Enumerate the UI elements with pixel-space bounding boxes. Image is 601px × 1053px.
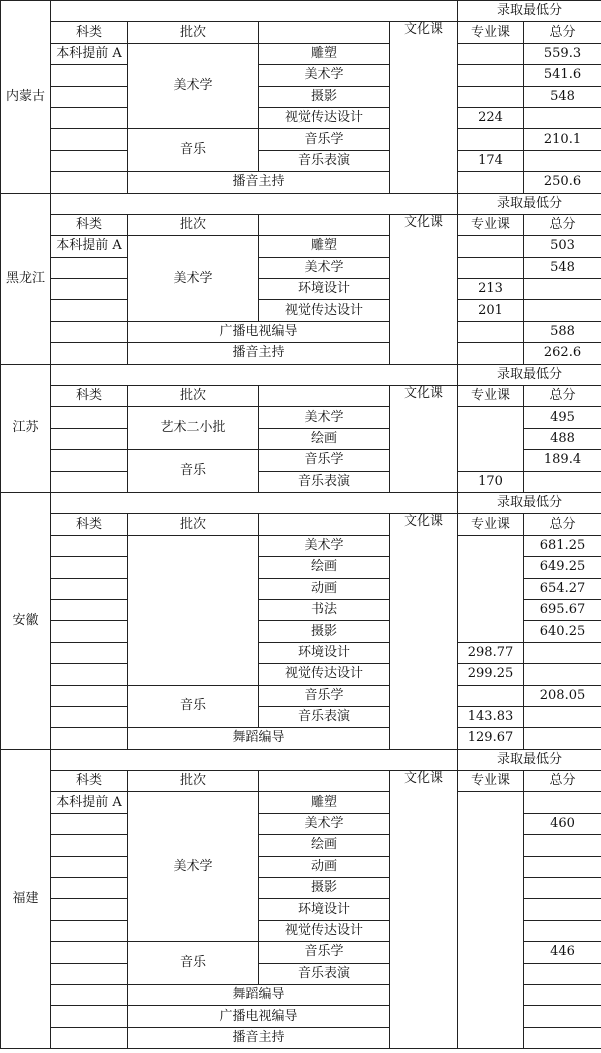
blank-header-cell bbox=[51, 749, 458, 770]
major-cell: 摄影 bbox=[259, 878, 390, 899]
professional-cell: 174 bbox=[458, 150, 524, 171]
total-cell bbox=[524, 300, 601, 321]
professional-header: 专业课 bbox=[458, 771, 524, 792]
table-row bbox=[1, 642, 601, 663]
total-cell bbox=[524, 878, 601, 899]
professional-cell bbox=[458, 43, 524, 64]
batch-cell: 美术学 bbox=[128, 792, 259, 942]
category-header: 科类 bbox=[51, 771, 128, 792]
total-header: 总分 bbox=[524, 214, 601, 235]
total-cell bbox=[524, 664, 601, 685]
major-cell: 绘画 bbox=[259, 557, 390, 578]
major-cell: 动画 bbox=[259, 578, 390, 599]
total-cell: 210.1 bbox=[524, 129, 601, 150]
category-cell bbox=[51, 899, 128, 920]
total-cell bbox=[524, 471, 601, 492]
table-row bbox=[1, 172, 601, 193]
table-row bbox=[1, 236, 601, 257]
total-cell: 262.6 bbox=[524, 343, 601, 364]
major-cell: 音乐表演 bbox=[259, 706, 390, 727]
table-row bbox=[1, 706, 601, 727]
total-cell bbox=[524, 728, 601, 749]
section-header-row bbox=[1, 1, 601, 22]
total-cell: 250.6 bbox=[524, 172, 601, 193]
professional-cell bbox=[458, 535, 524, 642]
total-cell bbox=[524, 963, 601, 984]
professional-cell bbox=[458, 236, 524, 257]
total-cell bbox=[524, 856, 601, 877]
category-cell bbox=[51, 728, 128, 749]
column-header-row bbox=[1, 771, 601, 792]
category-cell bbox=[51, 664, 128, 685]
category-cell bbox=[51, 471, 128, 492]
professional-cell bbox=[458, 792, 524, 1049]
professional-cell: 143.83 bbox=[458, 706, 524, 727]
total-cell: 640.25 bbox=[524, 621, 601, 642]
professional-cell: 299.25 bbox=[458, 664, 524, 685]
total-header: 总分 bbox=[524, 22, 601, 43]
batch-header: 批次 bbox=[128, 386, 259, 407]
professional-cell bbox=[458, 257, 524, 278]
major-cell: 动画 bbox=[259, 856, 390, 877]
table-row bbox=[1, 321, 601, 342]
category-cell bbox=[51, 963, 128, 984]
column-header-row bbox=[1, 514, 601, 535]
major-cell: 音乐学 bbox=[259, 450, 390, 471]
category-cell bbox=[51, 150, 128, 171]
section-header-row bbox=[1, 364, 601, 385]
total-cell: 488 bbox=[524, 428, 601, 449]
category-cell bbox=[51, 129, 128, 150]
major-header bbox=[259, 514, 390, 535]
category-cell bbox=[51, 706, 128, 727]
total-cell: 503 bbox=[524, 236, 601, 257]
professional-cell: 201 bbox=[458, 300, 524, 321]
professional-cell: 129.67 bbox=[458, 728, 524, 749]
batch-cell: 音乐 bbox=[128, 685, 259, 728]
province-cell: 黑龙江 bbox=[1, 193, 51, 364]
professional-cell bbox=[458, 321, 524, 342]
category-cell bbox=[51, 65, 128, 86]
major-cell: 音乐表演 bbox=[259, 963, 390, 984]
table-row bbox=[1, 129, 601, 150]
total-cell bbox=[524, 706, 601, 727]
table-row bbox=[1, 107, 601, 128]
professional-cell bbox=[458, 407, 524, 471]
table-row bbox=[1, 150, 601, 171]
total-cell: 649.25 bbox=[524, 557, 601, 578]
batch-cell: 音乐 bbox=[128, 129, 259, 172]
major-cell: 雕塑 bbox=[259, 236, 390, 257]
table-row bbox=[1, 728, 601, 749]
professional-header: 专业课 bbox=[458, 22, 524, 43]
major-cell: 美术学 bbox=[259, 813, 390, 834]
table-row bbox=[1, 257, 601, 278]
section-header-row bbox=[1, 749, 601, 770]
category-cell bbox=[51, 685, 128, 706]
total-cell bbox=[524, 835, 601, 856]
category-cell bbox=[51, 407, 128, 428]
total-cell: 460 bbox=[524, 813, 601, 834]
culture-header: 文化课 bbox=[390, 771, 458, 1049]
category-header: 科类 bbox=[51, 514, 128, 535]
blank-header-cell bbox=[51, 193, 458, 214]
category-cell bbox=[51, 279, 128, 300]
category-cell bbox=[51, 107, 128, 128]
professional-header: 专业课 bbox=[458, 514, 524, 535]
batch-cell: 美术学 bbox=[128, 43, 259, 129]
professional-cell: 170 bbox=[458, 471, 524, 492]
category-cell bbox=[51, 642, 128, 663]
batch-cell: 播音主持 bbox=[128, 343, 390, 364]
min-score-header: 录取最低分 bbox=[458, 364, 601, 385]
major-cell: 视觉传达设计 bbox=[259, 664, 390, 685]
table-row bbox=[1, 471, 601, 492]
total-cell: 681.25 bbox=[524, 535, 601, 556]
major-cell: 环境设计 bbox=[259, 279, 390, 300]
batch-cell: 舞蹈编导 bbox=[128, 728, 390, 749]
major-cell: 雕塑 bbox=[259, 792, 390, 813]
major-header bbox=[259, 22, 390, 43]
province-cell: 江苏 bbox=[1, 364, 51, 492]
major-cell: 音乐学 bbox=[259, 942, 390, 963]
total-cell: 559.3 bbox=[524, 43, 601, 64]
blank-header-cell bbox=[51, 364, 458, 385]
category-cell bbox=[51, 835, 128, 856]
batch-header: 批次 bbox=[128, 22, 259, 43]
category-cell bbox=[51, 321, 128, 342]
professional-cell bbox=[458, 65, 524, 86]
category-cell bbox=[51, 86, 128, 107]
category-header: 科类 bbox=[51, 214, 128, 235]
category-cell: 本科提前 A bbox=[51, 792, 128, 813]
batch-cell: 播音主持 bbox=[128, 1027, 390, 1048]
major-cell: 书法 bbox=[259, 599, 390, 620]
category-header: 科类 bbox=[51, 386, 128, 407]
province-cell: 安徽 bbox=[1, 492, 51, 749]
category-cell bbox=[51, 300, 128, 321]
total-cell bbox=[524, 150, 601, 171]
blank-header-cell bbox=[51, 1, 458, 22]
category-cell: 本科提前 A bbox=[51, 236, 128, 257]
category-cell bbox=[51, 1027, 128, 1048]
major-header bbox=[259, 214, 390, 235]
category-cell bbox=[51, 343, 128, 364]
total-cell: 695.67 bbox=[524, 599, 601, 620]
culture-header: 文化课 bbox=[390, 214, 458, 364]
table-row bbox=[1, 685, 601, 706]
category-cell bbox=[51, 578, 128, 599]
batch-header: 批次 bbox=[128, 514, 259, 535]
major-header bbox=[259, 771, 390, 792]
professional-header: 专业课 bbox=[458, 214, 524, 235]
total-cell: 654.27 bbox=[524, 578, 601, 599]
major-cell: 美术学 bbox=[259, 257, 390, 278]
major-cell: 摄影 bbox=[259, 621, 390, 642]
batch-cell: 音乐 bbox=[128, 942, 259, 985]
category-cell bbox=[51, 856, 128, 877]
total-header: 总分 bbox=[524, 386, 601, 407]
culture-header: 文化课 bbox=[390, 514, 458, 749]
batch-cell: 舞蹈编导 bbox=[128, 984, 390, 1005]
major-cell: 视觉传达设计 bbox=[259, 300, 390, 321]
category-cell bbox=[51, 535, 128, 556]
total-cell bbox=[524, 279, 601, 300]
professional-cell: 213 bbox=[458, 279, 524, 300]
batch-cell: 艺术二小批 bbox=[128, 407, 259, 450]
column-header-row bbox=[1, 22, 601, 43]
total-cell: 189.4 bbox=[524, 450, 601, 471]
category-cell bbox=[51, 813, 128, 834]
total-cell bbox=[524, 984, 601, 1005]
category-cell bbox=[51, 257, 128, 278]
total-cell: 541.6 bbox=[524, 65, 601, 86]
category-cell bbox=[51, 878, 128, 899]
major-cell: 音乐表演 bbox=[259, 150, 390, 171]
total-cell: 548 bbox=[524, 86, 601, 107]
table-row bbox=[1, 279, 601, 300]
min-score-header: 录取最低分 bbox=[458, 1, 601, 22]
category-cell bbox=[51, 557, 128, 578]
major-cell: 视觉传达设计 bbox=[259, 107, 390, 128]
category-cell bbox=[51, 599, 128, 620]
blank-header-cell bbox=[51, 492, 458, 513]
major-cell: 音乐学 bbox=[259, 685, 390, 706]
batch-cell bbox=[128, 535, 259, 685]
professional-cell bbox=[458, 685, 524, 706]
min-score-header: 录取最低分 bbox=[458, 749, 601, 770]
total-cell bbox=[524, 642, 601, 663]
table-row bbox=[1, 792, 601, 813]
professional-cell bbox=[458, 172, 524, 193]
professional-cell: 224 bbox=[458, 107, 524, 128]
min-score-header: 录取最低分 bbox=[458, 193, 601, 214]
total-cell: 548 bbox=[524, 257, 601, 278]
professional-cell: 298.77 bbox=[458, 642, 524, 663]
major-header bbox=[259, 386, 390, 407]
category-cell bbox=[51, 428, 128, 449]
major-cell: 音乐学 bbox=[259, 129, 390, 150]
total-cell: 495 bbox=[524, 407, 601, 428]
major-cell: 美术学 bbox=[259, 407, 390, 428]
major-cell: 环境设计 bbox=[259, 642, 390, 663]
major-cell: 环境设计 bbox=[259, 899, 390, 920]
total-cell bbox=[524, 792, 601, 813]
category-cell bbox=[51, 450, 128, 471]
total-cell bbox=[524, 920, 601, 941]
province-cell: 内蒙古 bbox=[1, 1, 51, 194]
batch-header: 批次 bbox=[128, 771, 259, 792]
table-row bbox=[1, 535, 601, 556]
major-cell: 绘画 bbox=[259, 428, 390, 449]
section-header-row bbox=[1, 492, 601, 513]
batch-header: 批次 bbox=[128, 214, 259, 235]
table-row bbox=[1, 664, 601, 685]
professional-header: 专业课 bbox=[458, 386, 524, 407]
total-cell bbox=[524, 1006, 601, 1027]
table-row bbox=[1, 86, 601, 107]
total-header: 总分 bbox=[524, 771, 601, 792]
batch-cell: 广播电视编导 bbox=[128, 321, 390, 342]
batch-cell: 音乐 bbox=[128, 450, 259, 493]
major-cell: 美术学 bbox=[259, 535, 390, 556]
column-header-row bbox=[1, 214, 601, 235]
major-cell: 美术学 bbox=[259, 65, 390, 86]
category-cell bbox=[51, 621, 128, 642]
professional-cell bbox=[458, 86, 524, 107]
professional-cell bbox=[458, 343, 524, 364]
total-cell: 446 bbox=[524, 942, 601, 963]
category-cell bbox=[51, 920, 128, 941]
batch-cell: 播音主持 bbox=[128, 172, 390, 193]
province-cell: 福建 bbox=[1, 749, 51, 1048]
table-row bbox=[1, 300, 601, 321]
major-cell: 雕塑 bbox=[259, 43, 390, 64]
column-header-row bbox=[1, 386, 601, 407]
total-cell: 588 bbox=[524, 321, 601, 342]
major-cell: 音乐表演 bbox=[259, 471, 390, 492]
total-cell: 208.05 bbox=[524, 685, 601, 706]
section-header-row bbox=[1, 193, 601, 214]
table-row bbox=[1, 43, 601, 64]
professional-cell bbox=[458, 129, 524, 150]
table-row bbox=[1, 65, 601, 86]
major-cell: 视觉传达设计 bbox=[259, 920, 390, 941]
major-cell: 绘画 bbox=[259, 835, 390, 856]
category-header: 科类 bbox=[51, 22, 128, 43]
total-cell bbox=[524, 899, 601, 920]
total-cell bbox=[524, 1027, 601, 1048]
batch-cell: 广播电视编导 bbox=[128, 1006, 390, 1027]
total-header: 总分 bbox=[524, 514, 601, 535]
category-cell bbox=[51, 984, 128, 1005]
category-cell bbox=[51, 1006, 128, 1027]
table-row bbox=[1, 343, 601, 364]
culture-header: 文化课 bbox=[390, 22, 458, 193]
category-cell bbox=[51, 942, 128, 963]
culture-header: 文化课 bbox=[390, 386, 458, 493]
category-cell bbox=[51, 172, 128, 193]
batch-cell: 美术学 bbox=[128, 236, 259, 322]
table-row bbox=[1, 407, 601, 428]
total-cell bbox=[524, 107, 601, 128]
category-cell: 本科提前 A bbox=[51, 43, 128, 64]
min-score-header: 录取最低分 bbox=[458, 492, 601, 513]
major-cell: 摄影 bbox=[259, 86, 390, 107]
